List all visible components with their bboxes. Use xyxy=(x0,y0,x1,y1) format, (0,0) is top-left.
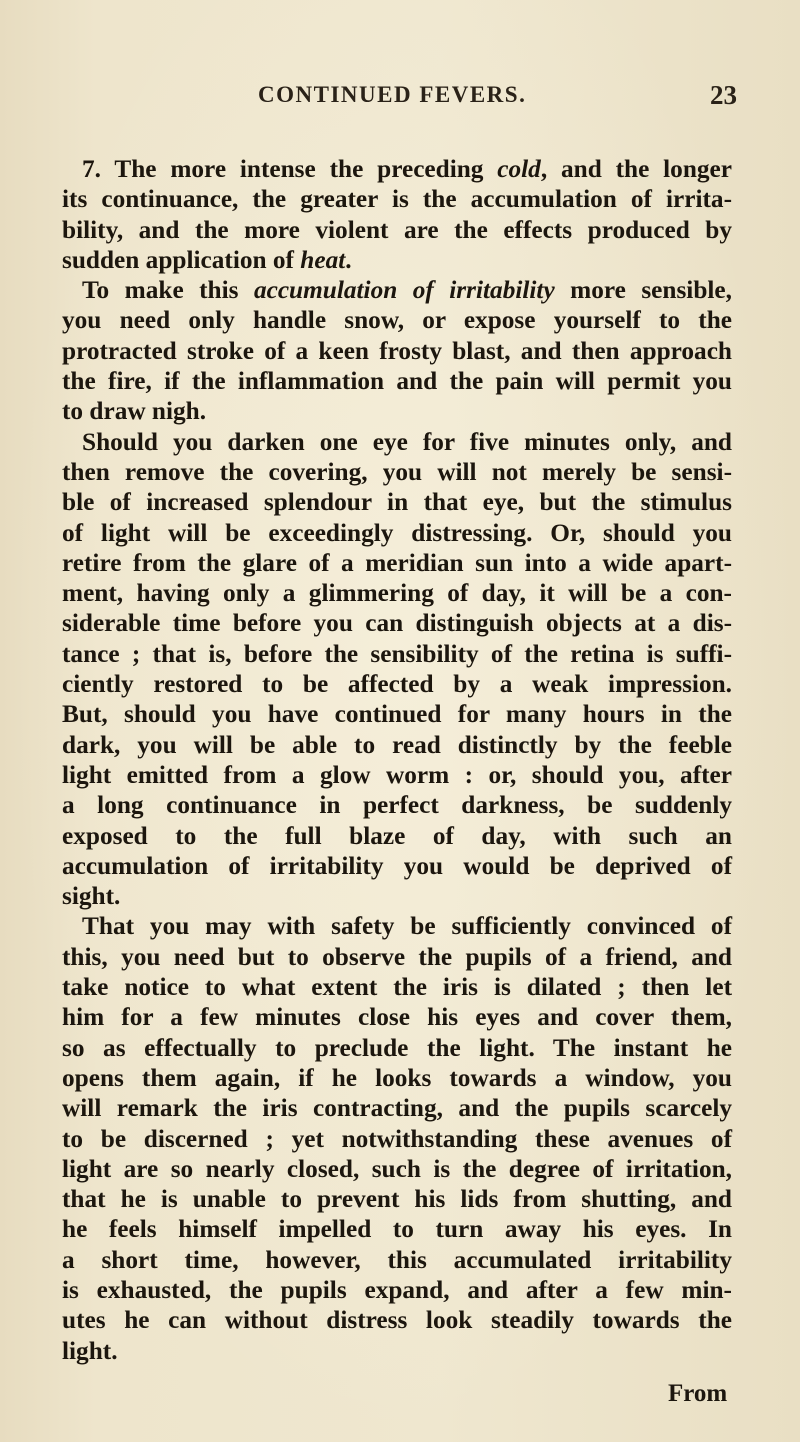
text-line-content: bility, and the more violent are the effects produced by xyxy=(62,215,732,244)
text-line xyxy=(62,972,732,1002)
text-line-content: That you may with safety be sufficiently convinced of xyxy=(82,912,732,941)
running-head: CONTINUED FEVERS. xyxy=(258,82,527,107)
text-line xyxy=(62,366,732,396)
text-line-content: protracted stroke of a keen frosty blast, and then approach xyxy=(62,336,732,365)
text-line-content: will remark the iris contracting, and the pupils scarcely xyxy=(62,1094,732,1123)
text-line-content: he feels himself impelled to turn away his eyes. In xyxy=(62,1215,732,1244)
text-line xyxy=(62,578,732,608)
text-line xyxy=(62,457,732,487)
text-line-content: accumulation of irritability you would be deprived of xyxy=(62,851,732,880)
catchword: From xyxy=(668,1380,728,1407)
text-line-content: take notice to what extent the iris is dilated ; then let xyxy=(62,973,732,1002)
text-line xyxy=(62,1275,732,1305)
italic-emphasis: accumulation of irritability xyxy=(253,276,555,305)
text-line xyxy=(62,215,732,245)
text-line-content: is exhausted, the pupils expand, and after a few min- xyxy=(62,1275,732,1304)
text-line-content: tance ; that is, before the sensibility of the retina is suffi- xyxy=(62,639,732,668)
text-line xyxy=(62,760,732,790)
text-line xyxy=(62,487,732,517)
text-line-content: light. xyxy=(62,1336,118,1365)
text-line xyxy=(62,699,732,729)
text-line-content: a long continuance in perfect darkness, be suddenly xyxy=(62,791,732,820)
text-line-content: a short time, however, this accumulated irritability xyxy=(62,1245,732,1274)
text-line xyxy=(62,1214,732,1244)
text-line-continuation: more sensible, xyxy=(554,276,732,305)
text-line-content: you need only handle snow, or expose yourself to the xyxy=(62,306,732,335)
text-line-continuation: . xyxy=(345,245,352,274)
text-line xyxy=(62,790,732,820)
text-line xyxy=(62,1033,732,1063)
italic-emphasis: cold xyxy=(497,155,541,183)
text-line xyxy=(62,669,732,699)
page-number: 23 xyxy=(710,80,737,110)
text-line xyxy=(62,1305,732,1335)
text-line-content: him for a few minutes close his eyes and cover them, xyxy=(62,1003,732,1032)
text-line-content: But, should you have continued for many hours in the xyxy=(62,700,732,729)
text-line xyxy=(62,881,732,911)
text-line-content: ment, having only a glimmering of day, it will be a con- xyxy=(62,579,732,608)
text-line-content: utes he can without distress look steadily towards the xyxy=(62,1306,732,1335)
text-line xyxy=(62,1063,732,1093)
text-line-content: its continuance, the greater is the accumulation of irrita- xyxy=(62,185,732,214)
text-line xyxy=(62,1184,732,1214)
text-line xyxy=(62,1245,732,1275)
text-line-content: ble of increased splendour in that eye, but the stimulus xyxy=(62,488,732,517)
text-line xyxy=(62,518,732,548)
text-line xyxy=(62,1093,732,1123)
text-line-content: then remove the covering, you will not merely be sensi- xyxy=(62,457,732,486)
text-line-content: sudden application of xyxy=(62,245,301,274)
text-line-content: To make this xyxy=(82,276,254,305)
text-line xyxy=(62,911,732,941)
text-line-content: Should you darken one eye for five minutes only, and xyxy=(82,427,732,456)
text-line-content: the fire, if the inflammation and the pain will permit you xyxy=(62,367,732,396)
text-line-content: exposed to the full blaze of day, with such an xyxy=(62,821,732,850)
text-line-content: 7. The more intense the preceding xyxy=(82,155,498,183)
text-line xyxy=(62,427,732,457)
text-line xyxy=(62,396,732,426)
text-line-continuation: , and the longer xyxy=(540,155,732,183)
body-text xyxy=(62,154,732,1366)
text-line xyxy=(62,305,732,335)
text-line xyxy=(62,184,732,214)
text-line xyxy=(62,730,732,760)
text-line xyxy=(62,821,732,851)
text-line-content: ciently restored to be affected by a weak impression. xyxy=(62,670,732,699)
text-line-content: this, you need but to observe the pupils of a friend, and xyxy=(62,942,732,971)
text-line-content: light emitted from a glow worm : or, should you, after xyxy=(62,760,732,789)
text-line xyxy=(62,851,732,881)
italic-emphasis: heat xyxy=(300,245,346,274)
text-line-content: sight. xyxy=(62,882,121,911)
text-line-content: siderable time before you can distinguish objects at a dis- xyxy=(62,609,732,638)
page-header xyxy=(0,82,800,122)
text-line-content: so as effectually to preclude the light. The instant he xyxy=(62,1033,732,1062)
text-line xyxy=(62,245,732,275)
text-line-content: retire from the glare of a meridian sun into a wide apart- xyxy=(62,548,732,577)
text-line xyxy=(62,275,732,305)
text-line xyxy=(62,1154,732,1184)
text-line-content: light are so nearly closed, such is the degree of irritation, xyxy=(62,1154,732,1183)
text-line-content: to draw nigh. xyxy=(62,397,207,426)
text-line-content: opens them again, if he looks towards a window, you xyxy=(62,1063,732,1092)
text-line xyxy=(62,608,732,638)
text-line-content: that he is unable to prevent his lids from shutting, and xyxy=(62,1185,732,1214)
text-line-content: dark, you will be able to read distinctly by the feeble xyxy=(62,730,732,759)
text-line-content: of light will be exceedingly distressing. Or, should you xyxy=(62,518,732,547)
text-line xyxy=(62,1336,732,1366)
text-line-content: to be discerned ; yet notwithstanding these avenues of xyxy=(62,1124,732,1153)
text-line xyxy=(62,942,732,972)
text-line xyxy=(62,1124,732,1154)
text-line xyxy=(62,336,732,366)
text-line xyxy=(62,548,732,578)
text-line xyxy=(62,154,732,184)
text-line xyxy=(62,1002,732,1032)
text-line xyxy=(62,639,732,669)
